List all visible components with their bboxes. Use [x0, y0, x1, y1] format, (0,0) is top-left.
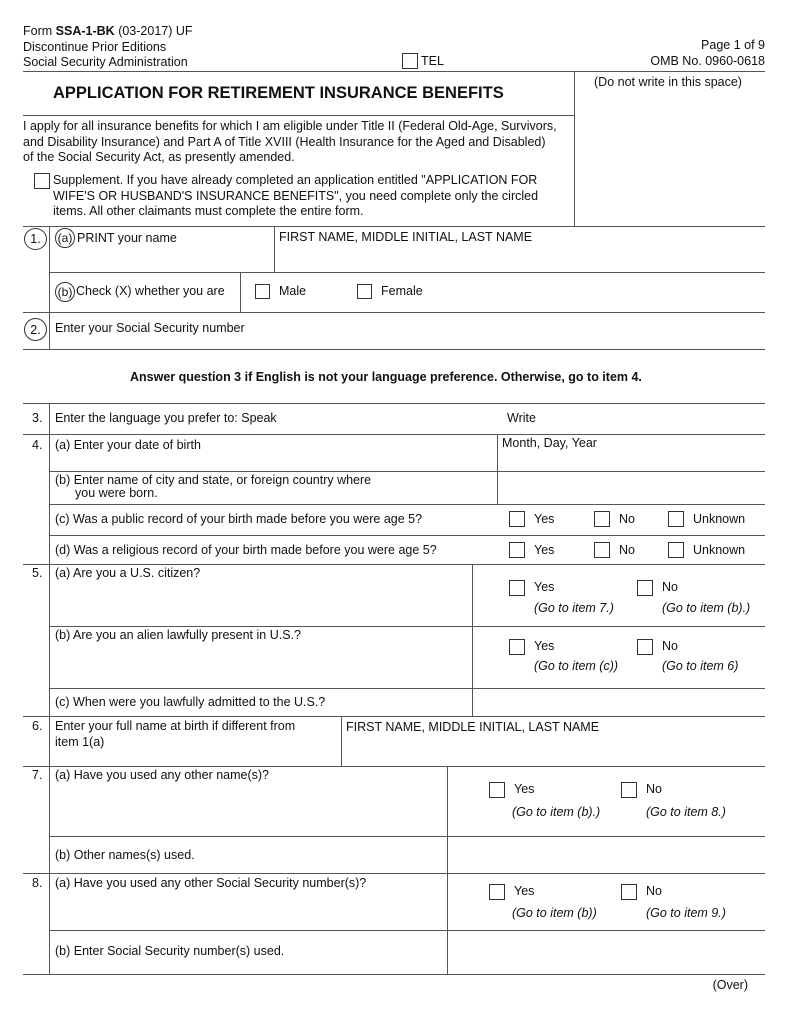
rule — [341, 716, 342, 766]
rule — [574, 71, 575, 226]
q2-number: 2. — [30, 323, 41, 337]
rule — [23, 974, 765, 975]
intro-line-3: of the Social Security Act, as presently amended. — [23, 150, 295, 164]
q4d-no-checkbox[interactable] — [594, 542, 610, 558]
q4c-unknown-checkbox[interactable] — [668, 511, 684, 527]
q4d-unknown-label: Unknown — [693, 543, 746, 557]
q5a-no-label: No — [662, 580, 678, 594]
q7b-text: (b) Other names(s) used. — [55, 848, 195, 862]
rule — [49, 626, 765, 627]
q5-number: 5. — [32, 566, 43, 580]
q5a-no-goto: (Go to item (b).) — [662, 601, 751, 615]
page-title: APPLICATION FOR RETIREMENT INSURANCE BENEFITS — [53, 84, 504, 102]
rule — [49, 312, 50, 349]
rule — [23, 434, 765, 435]
rule — [49, 688, 765, 689]
rule — [472, 564, 473, 716]
rule — [49, 504, 765, 505]
supplement-line-2: WIFE'S OR HUSBAND'S INSURANCE BENEFITS", you need complete only the circled — [53, 188, 539, 203]
supplement-line-1: Supplement. If you have already completed an application entitled "APPLICATION FOR — [53, 173, 538, 187]
form-id-code: SSA-1-BK — [55, 24, 115, 38]
q1-circle — [24, 228, 47, 250]
rule — [23, 564, 765, 565]
rule — [49, 272, 765, 273]
supplement-checkbox[interactable] — [34, 173, 50, 189]
q7a-no-goto: (Go to item 8.) — [646, 805, 726, 819]
language-instruction: Answer question 3 if English is not your language preference. Otherwise, go to item 4. — [130, 370, 642, 384]
q6-text-1: Enter your full name at birth if different from — [55, 719, 296, 733]
rule — [49, 930, 765, 931]
q6-number: 6. — [32, 719, 43, 733]
female-checkbox[interactable] — [357, 284, 372, 299]
rule — [23, 766, 765, 767]
q8a-text: (a) Have you used any other Social Security number(s)? — [55, 876, 367, 890]
form-id — [23, 25, 193, 38]
q5c-text: (c) When were you lawfully admitted to the U.S.? — [55, 695, 326, 709]
q1a-label: (a) — [57, 231, 73, 245]
q4a-hint: Month, Day, Year — [502, 436, 597, 450]
rule — [23, 349, 765, 350]
q4c-yes-label: Yes — [534, 512, 555, 526]
q4c-text: (c) Was a public record of your birth made before you were age 5? — [55, 512, 423, 526]
q8a-no-goto: (Go to item 9.) — [646, 906, 726, 920]
rule — [23, 71, 765, 72]
q5a-yes-goto: (Go to item 7.) — [534, 601, 614, 615]
q8a-yes-goto: (Go to item (b)) — [512, 906, 597, 920]
q1a-circle — [55, 228, 75, 248]
q5b-no-label: No — [662, 639, 678, 653]
q4b-text-2: you were born. — [75, 486, 158, 500]
rule — [497, 434, 498, 504]
q3-text: Enter the language you prefer to: Speak — [55, 411, 277, 425]
over-note: (Over) — [712, 978, 748, 992]
q5b-no-checkbox[interactable] — [637, 639, 653, 655]
rule — [274, 226, 275, 272]
q8a-no-label: No — [646, 884, 662, 898]
q4c-unknown-label: Unknown — [693, 512, 746, 526]
q4d-yes-label: Yes — [534, 543, 555, 557]
page-number: Page 1 of 9 — [701, 38, 765, 52]
q4a-text: (a) Enter your date of birth — [55, 438, 201, 452]
q8a-yes-label: Yes — [514, 884, 535, 898]
q4c-no-checkbox[interactable] — [594, 511, 610, 527]
q8a-yes-checkbox[interactable] — [489, 884, 505, 900]
agency-name: Social Security Administration — [23, 55, 188, 69]
q1b-label: (b) — [57, 285, 73, 299]
q3-write-label: Write — [507, 411, 536, 425]
rule — [447, 766, 448, 974]
q4c-no-label: No — [619, 512, 635, 526]
female-label: Female — [381, 284, 423, 298]
q7a-yes-label: Yes — [514, 782, 535, 796]
q6-name-hint: FIRST NAME, MIDDLE INITIAL, LAST NAME — [346, 720, 600, 734]
q3-number: 3. — [32, 411, 43, 425]
male-label: Male — [279, 284, 307, 298]
male-checkbox[interactable] — [255, 284, 270, 299]
q5a-text: (a) Are you a U.S. citizen? — [55, 566, 201, 580]
q7a-yes-goto: (Go to item (b).) — [512, 805, 601, 819]
q4c-yes-checkbox[interactable] — [509, 511, 525, 527]
omb-number: OMB No. 0960-0618 — [650, 54, 765, 68]
q1-number: 1. — [30, 232, 41, 246]
discontinue-note: Discontinue Prior Editions — [23, 40, 167, 54]
q4d-unknown-checkbox[interactable] — [668, 542, 684, 558]
supplement-line-3: items. All other claimants must complete the entire form. — [53, 204, 364, 218]
q2-circle — [24, 318, 47, 341]
q8a-no-checkbox[interactable] — [621, 884, 637, 900]
tel-label: TEL — [421, 54, 444, 68]
rule — [240, 272, 241, 312]
q8b-text: (b) Enter Social Security number(s) used. — [55, 944, 285, 958]
q1-name-hint: FIRST NAME, MIDDLE INITIAL, LAST NAME — [279, 230, 533, 244]
q5b-yes-label: Yes — [534, 639, 555, 653]
rule — [49, 535, 765, 536]
rule — [23, 873, 765, 874]
do-not-write-note: (Do not write in this space) — [594, 75, 742, 89]
q7a-text: (a) Have you used any other name(s)? — [55, 768, 269, 782]
q5a-yes-label: Yes — [534, 580, 555, 594]
q5a-no-checkbox[interactable] — [637, 580, 653, 596]
q4d-no-label: No — [619, 543, 635, 557]
rule — [23, 312, 765, 313]
q5b-no-goto: (Go to item 6) — [662, 659, 739, 673]
rule — [23, 403, 765, 404]
rule — [49, 836, 765, 837]
q7-number: 7. — [32, 768, 43, 782]
rule — [49, 471, 765, 472]
q1b-circle — [55, 282, 75, 302]
q7a-yes-checkbox[interactable] — [489, 782, 505, 798]
q5b-text: (b) Are you an alien lawfully present in U.S.? — [55, 628, 301, 642]
q7a-no-checkbox[interactable] — [621, 782, 637, 798]
tel-checkbox[interactable] — [402, 53, 418, 69]
q1b-text: Check (X) whether you are — [76, 284, 225, 298]
rule — [23, 115, 574, 116]
q7a-no-label: No — [646, 782, 662, 796]
rule — [23, 226, 765, 227]
intro-line-1: I apply for all insurance benefits for which I am eligible under Title II (Federal Old-Age, Survivors, — [23, 119, 557, 133]
q1a-text: PRINT your name — [77, 231, 177, 245]
form-id-prefix: Form — [23, 24, 53, 38]
form-id-suffix: (03-2017) UF — [118, 24, 193, 38]
q4b-text-1: (b) Enter name of city and state, or foreign country where — [55, 473, 372, 487]
q5a-yes-checkbox[interactable] — [509, 580, 525, 596]
q8-number: 8. — [32, 876, 43, 890]
q2-text: Enter your Social Security number — [55, 321, 245, 335]
rule — [49, 226, 50, 312]
q5b-yes-goto: (Go to item (c)) — [534, 659, 619, 673]
q4-number: 4. — [32, 438, 43, 452]
q4d-text: (d) Was a religious record of your birth made before you were age 5? — [55, 543, 437, 557]
q6-text-2: item 1(a) — [55, 735, 105, 749]
q4d-yes-checkbox[interactable] — [509, 542, 525, 558]
intro-line-2: and Disability Insurance) and Part A of Title XVIII (Health Insurance for the Aged and Disabled) — [23, 134, 546, 149]
q5b-yes-checkbox[interactable] — [509, 639, 525, 655]
rule — [23, 716, 765, 717]
